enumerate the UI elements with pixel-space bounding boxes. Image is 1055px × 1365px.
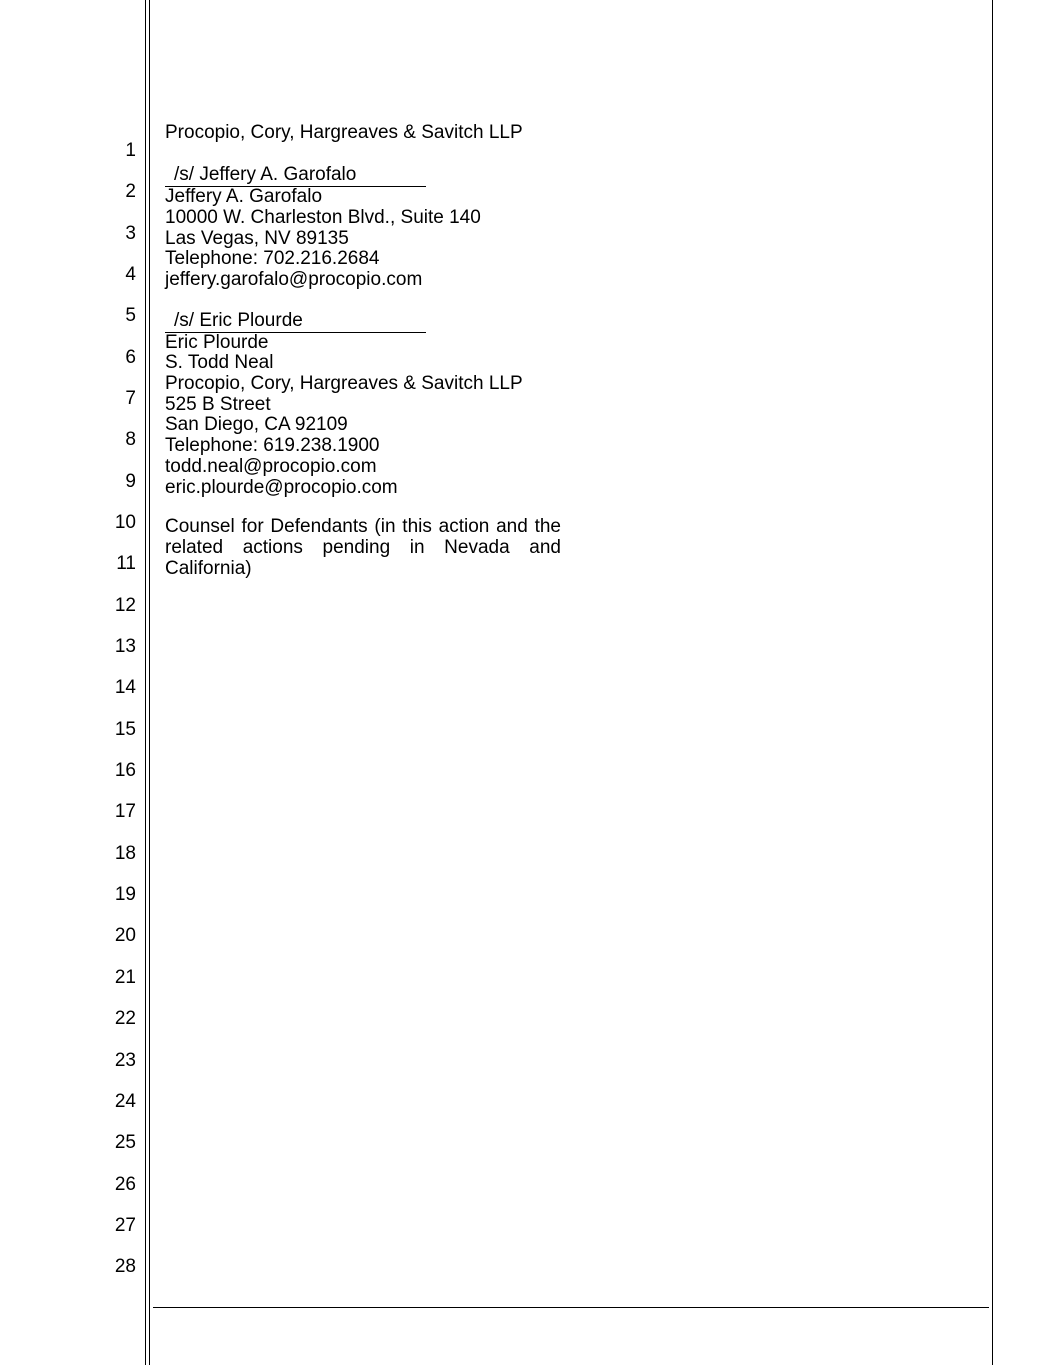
line-number: 13 bbox=[114, 636, 136, 657]
city-line: San Diego, CA 92109 bbox=[165, 414, 348, 435]
email-line: jeffery.garofalo@procopio.com bbox=[165, 269, 423, 290]
telephone-line: Telephone: 619.238.1900 bbox=[165, 435, 380, 456]
signature-text: /s/ Eric Plourde bbox=[174, 310, 303, 331]
signature-line-garofalo bbox=[165, 164, 426, 187]
line-number: 19 bbox=[114, 884, 136, 905]
line-number: 22 bbox=[114, 1008, 136, 1029]
line-number: 27 bbox=[114, 1215, 136, 1236]
line-number: 8 bbox=[125, 429, 136, 450]
address-line: 10000 W. Charleston Blvd., Suite 140 bbox=[165, 207, 481, 228]
line-number: 2 bbox=[125, 181, 136, 202]
left-margin-rule-inner bbox=[149, 0, 150, 1365]
attorney-name: Jeffery A. Garofalo bbox=[165, 186, 323, 207]
email-line: eric.plourde@procopio.com bbox=[165, 477, 398, 498]
line-number: 15 bbox=[114, 719, 136, 740]
line-number: 17 bbox=[114, 801, 136, 822]
line-number: 28 bbox=[114, 1256, 136, 1277]
signature-text: /s/ Jeffery A. Garofalo bbox=[174, 164, 357, 185]
line-number: 11 bbox=[116, 553, 136, 574]
line-number: 18 bbox=[114, 843, 136, 864]
line-number: 24 bbox=[114, 1091, 136, 1112]
line-number: 7 bbox=[125, 388, 136, 409]
left-margin-rule-outer bbox=[145, 0, 146, 1365]
counsel-statement: Counsel for Defendants (in this action and the related actions pending in Nevada and California) bbox=[165, 516, 561, 579]
firm-heading: Procopio, Cory, Hargreaves & Savitch LLP bbox=[165, 122, 523, 143]
line-number: 3 bbox=[125, 223, 136, 244]
attorney-name: Eric Plourde bbox=[165, 332, 269, 353]
line-number: 5 bbox=[125, 305, 136, 326]
signature-line-plourde bbox=[165, 310, 426, 333]
line-number: 12 bbox=[114, 595, 136, 616]
line-number: 26 bbox=[114, 1174, 136, 1195]
line-number: 25 bbox=[114, 1132, 136, 1153]
right-margin-rule bbox=[992, 0, 993, 1365]
line-number: 21 bbox=[114, 967, 136, 988]
line-number: 9 bbox=[125, 471, 136, 492]
line-number: 23 bbox=[114, 1050, 136, 1071]
address-line: 525 B Street bbox=[165, 394, 271, 415]
line-number: 4 bbox=[125, 264, 136, 285]
telephone-line: Telephone: 702.216.2684 bbox=[165, 248, 380, 269]
line-number: 6 bbox=[125, 347, 136, 368]
line-number: 1 bbox=[125, 140, 136, 161]
line-number: 20 bbox=[114, 925, 136, 946]
city-line: Las Vegas, NV 89135 bbox=[165, 228, 349, 249]
attorney-name: S. Todd Neal bbox=[165, 352, 274, 373]
email-line: todd.neal@procopio.com bbox=[165, 456, 377, 477]
footer-rule bbox=[153, 1307, 989, 1308]
line-number: 16 bbox=[114, 760, 136, 781]
line-number: 14 bbox=[114, 677, 136, 698]
line-number: 10 bbox=[114, 512, 136, 533]
firm-name: Procopio, Cory, Hargreaves & Savitch LLP bbox=[165, 373, 523, 394]
